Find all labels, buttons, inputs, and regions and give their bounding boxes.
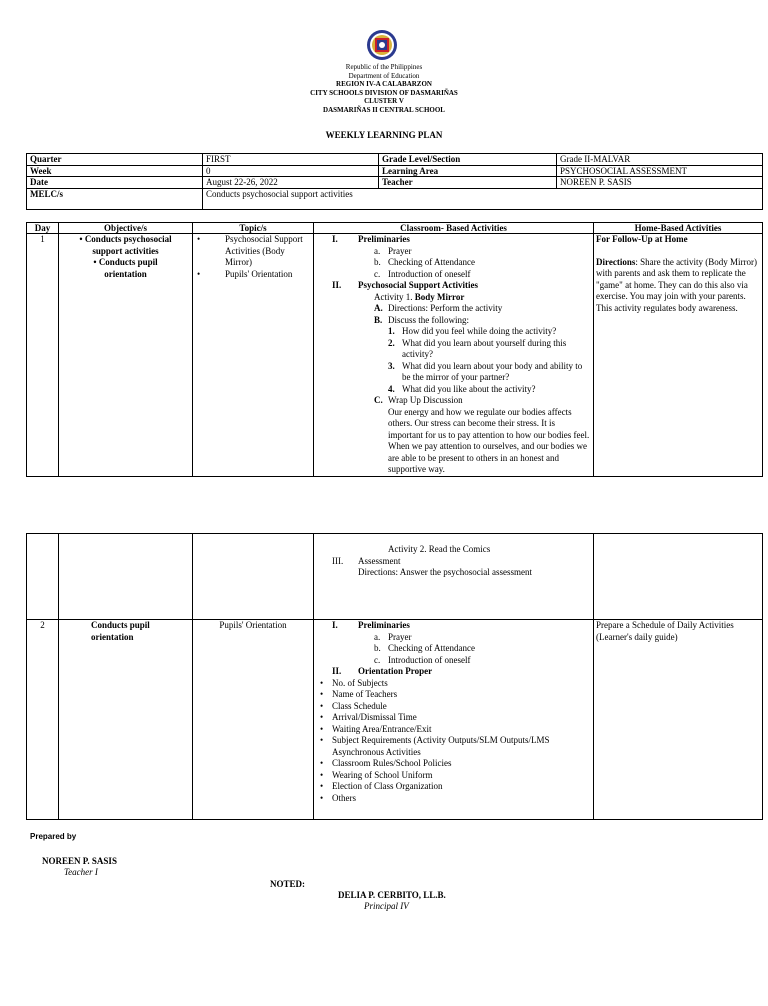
topic-item: Psychosocial Support Activities (Body Mirror) <box>225 234 303 267</box>
letterhead-line: CLUSTER V <box>364 97 404 106</box>
noted-label: NOTED: <box>270 879 306 889</box>
question: What did you learn about your body and ability to be the mirror of your partner? <box>402 360 583 382</box>
teacher-signature-name: NOREEN P. SASIS <box>42 856 117 866</box>
item-letter: B. <box>374 314 383 325</box>
week-label: Week <box>27 165 203 177</box>
quarter-value: FIRST <box>203 154 379 166</box>
teacher-label: Teacher <box>379 177 557 189</box>
classroom-cell <box>314 234 594 477</box>
deped-seal-icon <box>358 28 406 62</box>
section-heading: Orientation Proper <box>358 666 433 676</box>
wrap-up-text: Our energy and how we regulate our bodies affects others. Our stress can become their stress. It is important for us to pay attention to how our bodies feel. When we pay attention to ourselves, and our bodies we are able to be present to others in an honest and supportive way. <box>388 406 590 474</box>
list-item: • Name of Teachers <box>318 689 591 701</box>
activity-name: Body Mirror <box>414 291 465 302</box>
item-letter: A. <box>374 303 383 313</box>
plan-table-continued <box>26 533 763 820</box>
classroom-cell <box>314 620 594 820</box>
directions-text: Directions: Answer the psychosocial assessment <box>358 567 532 577</box>
day-cell: 2 <box>27 620 59 820</box>
objectives-cell <box>59 534 193 620</box>
info-table <box>26 153 763 210</box>
day-cell <box>27 534 59 620</box>
letterhead-line: DASMARIÑAS II CENTRAL SCHOOL <box>323 105 445 114</box>
list-item: Checking of Attendance <box>388 643 475 653</box>
section-number: II. <box>332 280 342 290</box>
list-item: • Wearing of School Uniform <box>318 770 591 782</box>
home-cell <box>594 234 763 477</box>
item-letter: a. <box>374 631 381 642</box>
list-item: • Classroom Rules/School Policies <box>318 758 591 770</box>
col-classroom: Classroom- Based Activities <box>314 223 594 234</box>
list-item: • Subject Requirements (Activity Outputs/SLM Outputs/LMS Asynchronous Activities <box>318 735 591 758</box>
topics-cell: Pupils' Orientation <box>193 620 314 820</box>
week-value: 0 <box>203 165 379 177</box>
home-title: For Follow-Up at Home <box>596 234 688 244</box>
topics-cell <box>193 234 314 477</box>
list-item: Prayer <box>388 245 412 256</box>
grade-label: Grade Level/Section <box>379 154 557 166</box>
section-number: I. <box>332 234 338 244</box>
item-letter: c. <box>374 654 381 665</box>
teacher-value: NOREEN P. SASIS <box>557 177 763 189</box>
section-heading: Preliminaries <box>358 234 410 244</box>
day-cell: 1 <box>27 234 59 477</box>
item-letter: b. <box>374 643 381 653</box>
topics-cell <box>193 534 314 620</box>
question: How did you feel while doing the activity? <box>402 326 557 336</box>
objective-item: Conducts psychosocial support activities <box>84 234 172 256</box>
question: What did you learn about yourself during this activity? <box>402 337 567 359</box>
teacher-signature-title: Teacher I <box>64 867 98 877</box>
question: What did you like about the activity? <box>402 383 536 394</box>
list-item: Checking of Attendance <box>388 257 475 267</box>
page-title: WEEKLY LEARNING PLAN <box>325 130 443 140</box>
activity-line: Activity 2. Read the Comics <box>388 544 491 554</box>
col-day: Day <box>27 223 59 234</box>
list-item: Introduction of oneself <box>388 654 471 665</box>
classroom-cell <box>314 534 594 620</box>
objectives-cell: Conducts pupil orientation <box>59 620 193 820</box>
bullet: • <box>93 257 99 267</box>
col-topics: Topic/s <box>193 223 314 234</box>
topic-item: Pupils' Orientation <box>225 268 293 279</box>
melc-value: Conducts psychosocial support activities <box>203 188 763 209</box>
grade-value: Grade II-MALVAR <box>557 154 763 166</box>
list-item: • Others <box>318 793 591 805</box>
list-item: Wrap Up Discussion <box>388 395 463 405</box>
date-label: Date <box>27 177 203 189</box>
item-letter: C. <box>374 395 383 405</box>
letterhead-line: REGION IV-A CALABARZON <box>336 80 432 89</box>
directions-label: Directions <box>596 256 636 267</box>
objective-item: Conducts pupil orientation <box>98 257 158 279</box>
area-value: PSYCHOSOCIAL ASSESSMENT <box>557 165 763 177</box>
area-label: Learning Area <box>379 165 557 177</box>
section-number: I. <box>332 620 338 630</box>
melc-label: MELC/s <box>27 188 203 209</box>
list-item: • No. of Subjects <box>318 678 591 690</box>
section-heading: Psychosocial Support Activities <box>358 280 479 290</box>
item-letter: c. <box>374 268 381 279</box>
objectives-cell <box>59 234 193 477</box>
question-number: 4. <box>388 383 395 394</box>
list-item: Prayer <box>388 631 412 642</box>
prepared-by-label: Prepared by <box>30 832 77 841</box>
list-item: Discuss the following: <box>388 314 469 325</box>
list-item: • Class Schedule <box>318 701 591 713</box>
home-cell: Prepare a Schedule of Daily Activities (Learner's daily guide) <box>594 620 763 820</box>
question-number: 1. <box>388 326 395 336</box>
home-cell <box>594 534 763 620</box>
bullet: • <box>79 234 85 244</box>
principal-signature-name: DELIA P. CERBITO, LL.B. <box>338 890 446 900</box>
letterhead-line: CITY SCHOOLS DIVISION OF DASMARIÑAS <box>310 88 458 97</box>
list-item: • Election of Class Organization <box>318 781 591 793</box>
list-item: Directions: Perform the activity <box>388 303 503 313</box>
activity-prefix: Activity 1. <box>374 291 413 302</box>
date-value: August 22-26, 2022 <box>203 177 379 189</box>
question-number: 3. <box>388 360 395 371</box>
col-home: Home-Based Activities <box>594 223 763 234</box>
section-number: III. <box>332 555 344 566</box>
quarter-label: Quarter <box>27 154 203 166</box>
plan-table <box>26 222 763 477</box>
item-letter: b. <box>374 257 381 267</box>
directions-text: : Share the activity (Body Mirror) with parents and ask them to replicate the "game" at home. They can do this also via exercise. You may join with your parents. This activity regulates body awareness. <box>596 256 758 313</box>
col-objectives: Objective/s <box>59 223 193 234</box>
section-number: II. <box>332 666 342 676</box>
list-item: • Waiting Area/Entrance/Exit <box>318 724 591 736</box>
list-item: Introduction of oneself <box>388 268 471 279</box>
question-number: 2. <box>388 337 395 348</box>
section-heading: Assessment <box>358 555 401 566</box>
item-letter: a. <box>374 245 381 256</box>
section-heading: Preliminaries <box>358 620 410 630</box>
letterhead <box>0 63 768 115</box>
principal-signature-title: Principal IV <box>364 901 409 911</box>
letterhead-line: Republic of the Philippines <box>345 63 423 71</box>
list-item: • Arrival/Dismissal Time <box>318 712 591 724</box>
letterhead-line: Department of Education <box>348 71 420 80</box>
